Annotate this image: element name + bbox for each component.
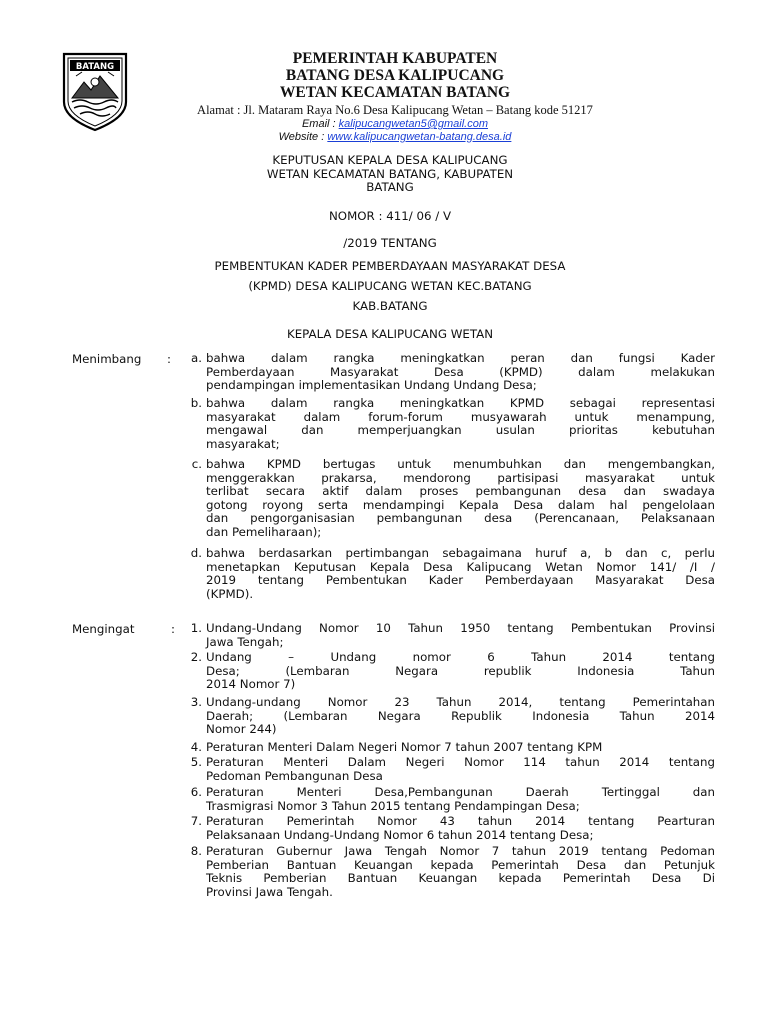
menimbang-item-line: bahwa dalam rangka meningkatkan KPMD sebagai representasi	[206, 396, 715, 410]
menimbang-item-marker: c.	[191, 457, 202, 471]
mengingat-item	[190, 755, 715, 783]
mengingat-item-line: Jawa Tengah;	[206, 634, 284, 649]
mengingat-item-line: Provinsi Jawa Tengah.	[206, 884, 333, 899]
decree-title	[180, 154, 600, 195]
decree-issuer: KEPALA DESA KALIPUCANG WETAN	[286, 327, 494, 341]
mengingat-item	[190, 844, 715, 899]
mengingat-item-marker: 8.	[190, 844, 202, 858]
mengingat-item-marker: 7.	[190, 814, 202, 828]
decree-title-line-1: KEPUTUSAN KEPALA DESA KALIPUCANG	[272, 153, 508, 167]
mengingat-item-line: Peraturan Menteri Desa,Pembangunan Daerah Tertinggal dan	[206, 785, 715, 799]
decree-title-line-2: WETAN KECAMATAN BATANG, KABUPATEN	[266, 166, 514, 181]
website-link[interactable]: www.kalipucangwetan-batang.desa.id	[327, 130, 512, 143]
mengingat-item	[190, 650, 715, 692]
mengingat-item-marker: 5.	[190, 755, 202, 769]
menimbang-item-line: pendampingan implementasikan Undang Undang Desa;	[206, 378, 537, 392]
decree-tentang: /2019 TENTANG	[343, 236, 437, 250]
mengingat-item-line: Undang-Undang Nomor 10 Tahun 1950 tentang Pembentukan Provinsi	[206, 621, 715, 635]
decree-subject	[180, 256, 600, 316]
header-website-line	[140, 131, 650, 144]
menimbang-item-line: 2019 tentang Pembentukan Kader Pemberdayaan Masyarakat Desa	[206, 573, 715, 587]
menimbang-item-line: dan Pemeliharaan);	[206, 524, 322, 539]
menimbang-item-marker: b.	[190, 396, 202, 410]
menimbang-colon: :	[167, 352, 171, 366]
decree-subject-line-2: (KPMD) DESA KALIPUCANG WETAN KEC.BATANG	[248, 279, 532, 293]
mengingat-item-line: Pelaksanaan Undang-Undang Nomor 6 tahun 2014 tentang Desa;	[206, 827, 594, 842]
mengingat-item-marker: 4.	[190, 740, 202, 754]
menimbang-item-line: bahwa dalam rangka meningkatkan peran dan fungsi Kader	[206, 351, 715, 365]
mengingat-item-line: Teknis Pemberian Bantuan Keuangan kepada Pemerintah Desa Di	[206, 871, 715, 885]
mengingat-item	[190, 814, 715, 842]
mengingat-item-line: Daerah; (Lembaran Negara Republik Indonesia Tahun 2014	[206, 708, 715, 723]
mengingat-item	[190, 740, 715, 755]
mengingat-item-line: Desa; (Lembaran Negara republik Indonesia Tahun	[206, 663, 715, 678]
menimbang-item-line: terlibat secara aktif dalam proses pembangunan desa dan swadaya	[206, 484, 715, 498]
email-link[interactable]: kalipucangwetan5@gmail.com	[338, 118, 489, 130]
menimbang-item-marker: d.	[190, 546, 202, 560]
menimbang-item	[190, 546, 715, 601]
menimbang-item-line: Pemberdayaan Masyarakat Desa (KPMD) dalam melakukan	[206, 364, 715, 379]
mengingat-item-marker: 2.	[190, 650, 202, 664]
menimbang-item	[191, 351, 715, 393]
menimbang-item-line: (KPMD).	[206, 586, 254, 601]
mengingat-item-line: Peraturan Menteri Dalam Negeri Nomor 114 tahun 2014 tentang	[206, 755, 715, 769]
menimbang-item-line: bahwa berdasarkan pertimbangan sebagaimana huruf a, b dan c, perlu	[206, 546, 715, 560]
decree-number: NOMOR : 411/ 06 / V	[328, 209, 452, 223]
menimbang-item-line: dan pengorganisasian pembangunan desa (Perencanaan, Pelaksanaan	[206, 511, 715, 525]
header-email-line	[140, 118, 650, 131]
menimbang-item-line: gotong royong serta mendampingi Kepala Desa dalam hal pengelolaan	[206, 497, 715, 512]
mengingat-item-line: Nomor 244)	[206, 722, 277, 736]
mengingat-item-marker: 3.	[190, 695, 202, 709]
menimbang-item-line: menggerakkan prakarsa, mendorong partisipasi masyarakat untuk	[206, 470, 715, 485]
email-label: Email :	[301, 118, 339, 130]
decree-subject-line-1: PEMBENTUKAN KADER PEMBERDAYAAN MASYARAKAT DESA	[214, 259, 566, 273]
menimbang-label: Menimbang	[72, 352, 142, 366]
mengingat-item-marker: 1.	[190, 621, 202, 635]
mengingat-item-line: 2014 Nomor 7)	[206, 677, 296, 691]
mengingat-item	[190, 785, 715, 813]
decree-subject-line-3: KAB.BATANG	[352, 299, 428, 313]
menimbang-item-line: masyarakat dalam forum-forum musyawarah untuk menampung,	[206, 409, 715, 424]
menimbang-item-line: menetapkan Keputusan Kepala Desa Kalipucang Wetan Nomor 141/ /I /	[206, 559, 715, 574]
mengingat-item	[190, 621, 715, 649]
header-line-3: WETAN KECAMATAN BATANG	[279, 84, 511, 101]
mengingat-item-line: Pemberian Bantuan Keuangan kepada Pemerintah Desa dan Petunjuk	[206, 857, 715, 872]
mengingat-item-line: Pedoman Pembangunan Desa	[206, 768, 383, 783]
letterhead-text	[140, 50, 650, 143]
menimbang-item	[190, 396, 715, 451]
menimbang-item	[191, 457, 715, 539]
decree-title-line-3: BATANG	[366, 180, 414, 194]
menimbang-item-line: masyarakat;	[206, 436, 280, 451]
mengingat-item-marker: 6.	[190, 785, 202, 799]
mengingat-item	[190, 695, 715, 737]
header-address: Alamat : Jl. Mataram Raya No.6 Desa Kalipucang Wetan – Batang kode 51217	[197, 103, 593, 117]
header-line-1: PEMERINTAH KABUPATEN	[292, 50, 498, 67]
website-label: Website :	[278, 130, 328, 143]
menimbang-item-line: mengawal dan memperjuangkan usulan prioritas kebutuhan	[206, 423, 715, 437]
emblem-text: BATANG	[75, 62, 115, 72]
letterhead	[0, 0, 768, 143]
header-line-2: BATANG DESA KALIPUCANG	[285, 67, 505, 84]
mengingat-item-line: Undang-undang Nomor 23 Tahun 2014, tentang Pemerintahan	[206, 695, 715, 709]
mengingat-item-line: Trasmigrasi Nomor 3 Tahun 2015 tentang Pendampingan Desa;	[206, 798, 580, 813]
batang-regency-emblem	[58, 50, 132, 132]
mengingat-colon: :	[171, 622, 175, 636]
mengingat-item-line: Peraturan Menteri Dalam Negeri Nomor 7 tahun 2007 tentang KPM	[206, 740, 603, 754]
menimbang-item-marker: a.	[191, 351, 202, 365]
mengingat-item-line: Peraturan Gubernur Jawa Tengah Nomor 7 tahun 2019 tentang Pedoman	[206, 844, 715, 858]
mengingat-label: Mengingat	[72, 622, 135, 636]
mengingat-item-line: Peraturan Pemerintah Nomor 43 tahun 2014 tentang Pearturan	[206, 814, 715, 828]
menimbang-item-line: bahwa KPMD bertugas untuk menumbuhkan dan mengembangkan,	[206, 457, 715, 471]
mengingat-item-line: Undang – Undang nomor 6 Tahun 2014 tentang	[206, 650, 715, 664]
